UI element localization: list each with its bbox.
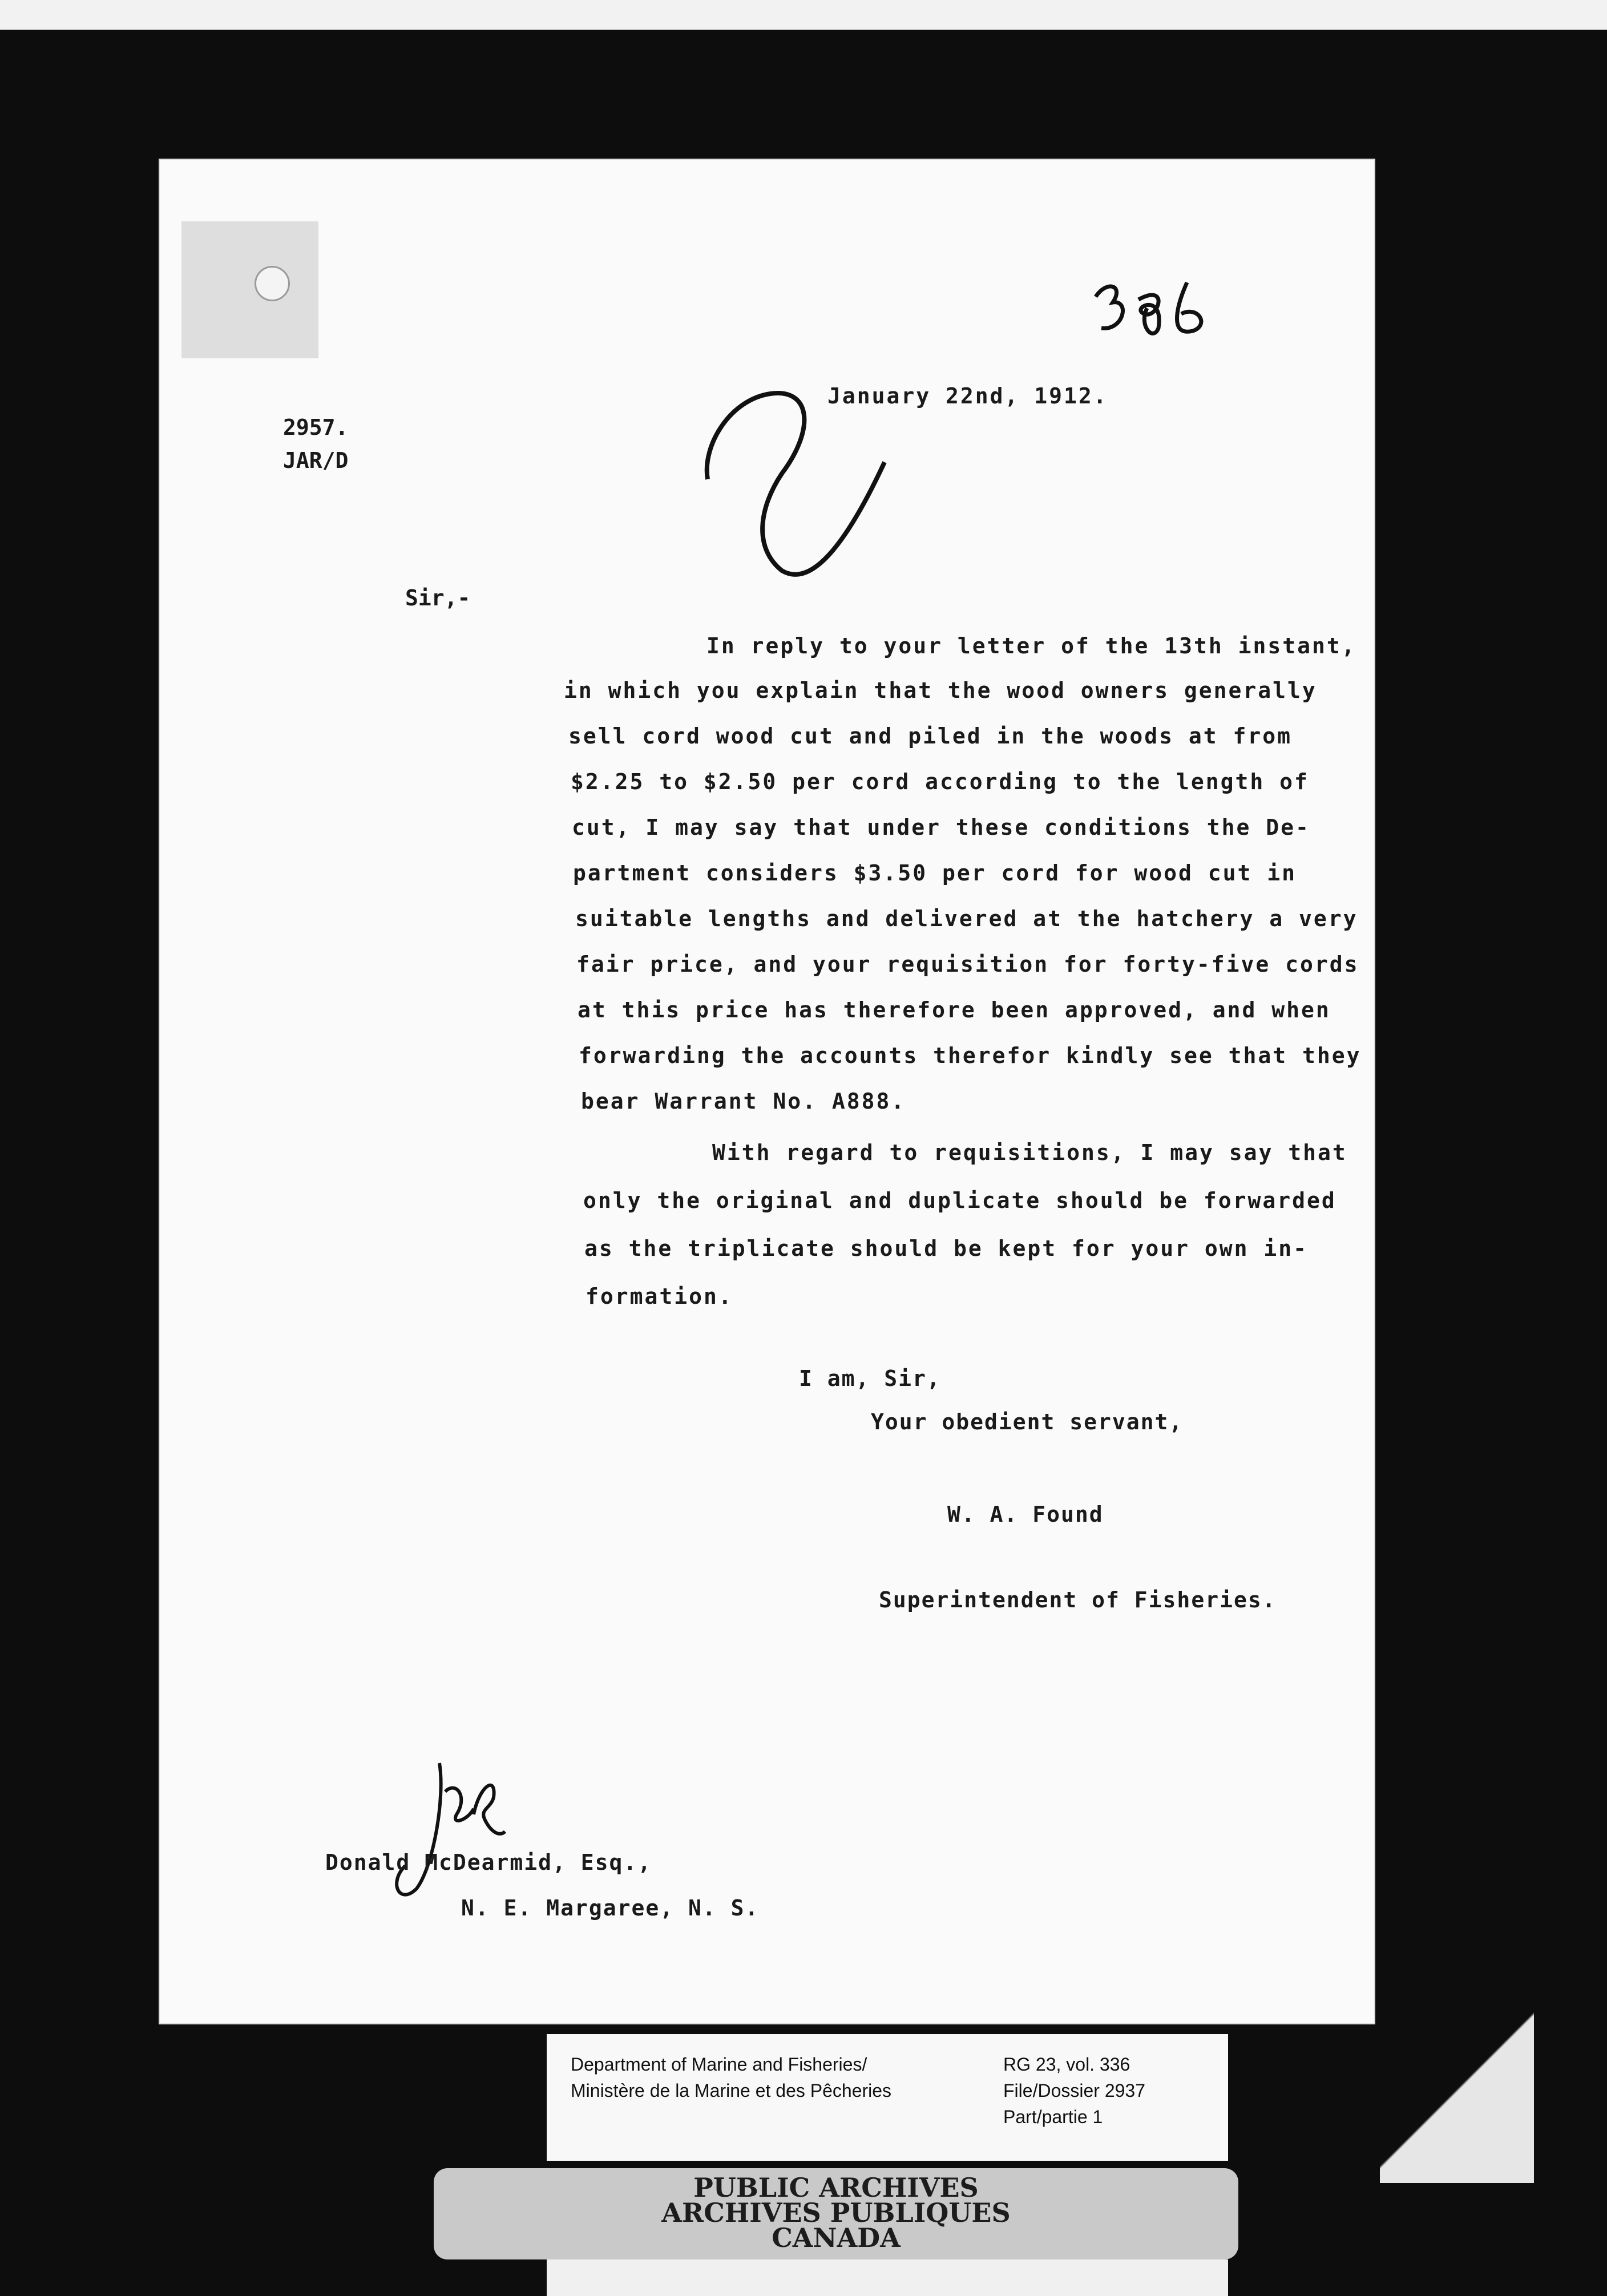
scan-bottom-edge bbox=[547, 2259, 1228, 2296]
body-line: In reply to your letter of the 13th instant, bbox=[706, 633, 1356, 658]
department-english: Department of Marine and Fisheries/ bbox=[571, 2054, 867, 2075]
reference-block bbox=[283, 411, 348, 477]
archive-reference-card bbox=[547, 2034, 1228, 2161]
body-line: sell cord wood cut and piled in the woods at from bbox=[568, 723, 1293, 749]
folded-corner bbox=[1380, 2002, 1534, 2183]
stamp-line: PUBLIC ARCHIVES bbox=[693, 2172, 979, 2203]
body-line: in which you explain that the wood owners generally bbox=[564, 678, 1317, 703]
handwritten-page-number bbox=[1084, 274, 1221, 354]
body-line: at this price has therefore been approved, and when bbox=[578, 997, 1331, 1022]
reference-number: 2957. bbox=[283, 415, 349, 440]
file-number: File/Dossier 2937 bbox=[1003, 2080, 1145, 2101]
handwritten-mark-two bbox=[696, 377, 936, 593]
public-archives-stamp bbox=[434, 2168, 1238, 2259]
body-line: fair price, and your requisition for forty-five cords bbox=[576, 952, 1359, 977]
addressee-location: N. E. Margaree, N. S. bbox=[461, 1895, 760, 1921]
closing-line: I am, Sir, bbox=[799, 1366, 941, 1391]
record-group: RG 23, vol. 336 bbox=[1003, 2054, 1130, 2075]
body-line: formation. bbox=[586, 1284, 733, 1309]
part-number: Part/partie 1 bbox=[1003, 2107, 1103, 2127]
body-line: forwarding the accounts therefor kindly see that they bbox=[579, 1043, 1362, 1068]
body-line: as the triplicate should be kept for your own in- bbox=[584, 1236, 1309, 1261]
addressee-name: Donald McDearmid, Esq., bbox=[325, 1850, 652, 1875]
stamp-line: CANADA bbox=[772, 2222, 901, 2253]
body-line: suitable lengths and delivered at the hatchery a very bbox=[575, 906, 1358, 931]
page-tab bbox=[181, 221, 318, 358]
salutation: Sir,- bbox=[405, 585, 471, 611]
department-french: Ministère de la Marine et des Pêcheries bbox=[571, 2080, 892, 2101]
body-line: partment considers $3.50 per cord for wood cut in bbox=[573, 860, 1297, 886]
punch-hole bbox=[255, 266, 290, 301]
body-line: only the original and duplicate should be forwarded bbox=[583, 1188, 1337, 1213]
signer-title: Superintendent of Fisheries. bbox=[879, 1587, 1277, 1612]
signer-name: W. A. Found bbox=[947, 1502, 1104, 1527]
body-line: $2.25 to $2.50 per cord according to the length of bbox=[571, 769, 1309, 794]
body-line: cut, I may say that under these conditions the De- bbox=[572, 815, 1310, 840]
closing-line: Your obedient servant, bbox=[871, 1409, 1184, 1434]
body-line: bear Warrant No. A888. bbox=[581, 1089, 906, 1114]
stamp-line: ARCHIVES PUBLIQUES bbox=[661, 2197, 1011, 2228]
letter-date: January 22nd, 1912. bbox=[827, 383, 1108, 409]
body-line: With regard to requisitions, I may say that bbox=[712, 1140, 1347, 1165]
reference-initials: JAR/D bbox=[283, 448, 349, 473]
scan-top-edge bbox=[0, 0, 1607, 30]
